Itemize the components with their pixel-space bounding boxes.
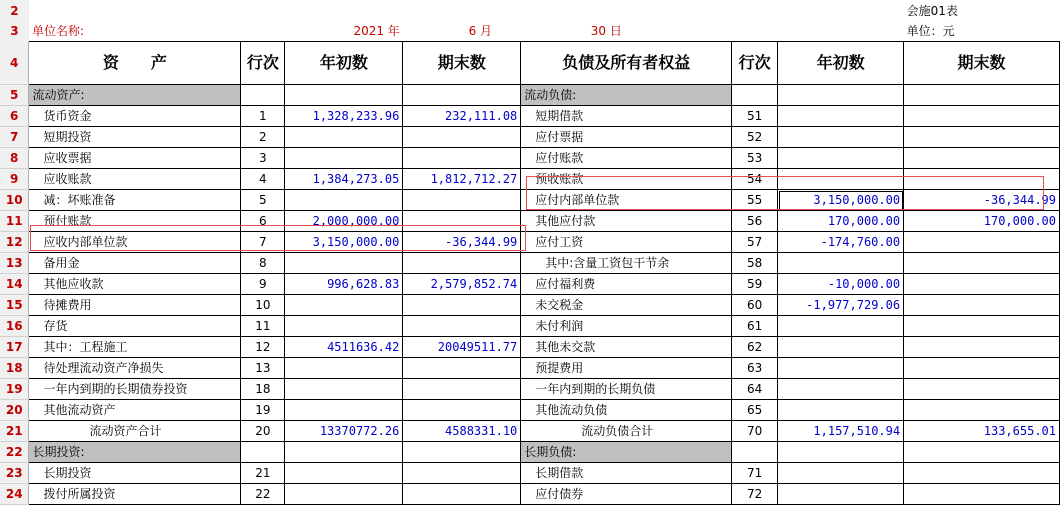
liability-begin[interactable] xyxy=(778,106,904,127)
asset-row-no[interactable]: 18 xyxy=(241,379,285,400)
liability-begin[interactable] xyxy=(778,85,904,106)
asset-row-no[interactable]: 2 xyxy=(241,127,285,148)
col-assets[interactable]: 资 产 xyxy=(29,42,241,85)
year-label[interactable]: 2021 年 xyxy=(353,24,400,38)
row-header[interactable]: 17 xyxy=(0,337,29,358)
liability-begin[interactable] xyxy=(778,484,904,505)
asset-row-no[interactable]: 6 xyxy=(241,211,285,232)
liability-end[interactable] xyxy=(904,148,1060,169)
liability-row-no[interactable] xyxy=(732,85,778,106)
asset-begin[interactable]: 13370772.26 xyxy=(285,421,403,442)
row-header[interactable]: 3 xyxy=(0,21,29,42)
row-header[interactable]: 8 xyxy=(0,148,29,169)
liability-row-no[interactable]: 71 xyxy=(732,463,778,484)
row-header[interactable]: 15 xyxy=(0,295,29,316)
asset-name[interactable]: 预付账款 xyxy=(29,211,241,232)
liability-name[interactable]: 其他流动负债 xyxy=(521,400,732,421)
asset-begin[interactable] xyxy=(285,316,403,337)
liability-name[interactable]: 短期借款 xyxy=(521,106,732,127)
liability-name[interactable]: 应付工资 xyxy=(521,232,732,253)
asset-begin[interactable] xyxy=(285,442,403,463)
table-row xyxy=(0,400,1060,421)
liability-begin[interactable]: -1,977,729.06 xyxy=(778,295,904,316)
liability-row-no[interactable]: 51 xyxy=(732,106,778,127)
liability-row-no[interactable]: 59 xyxy=(732,274,778,295)
table-row xyxy=(0,274,1060,295)
asset-name[interactable]: 流动资产: xyxy=(29,85,241,106)
asset-end[interactable] xyxy=(403,211,521,232)
liability-row-no[interactable]: 60 xyxy=(732,295,778,316)
asset-row-no[interactable]: 12 xyxy=(241,337,285,358)
liability-name[interactable]: 其中:含量工资包干节余 xyxy=(521,253,732,274)
col-row-no[interactable]: 行次 xyxy=(241,42,285,85)
table-row xyxy=(0,211,1060,232)
liability-end[interactable] xyxy=(904,106,1060,127)
table-row xyxy=(0,85,1060,106)
liability-name[interactable]: 一年内到期的长期负债 xyxy=(521,379,732,400)
row-header[interactable]: 13 xyxy=(0,253,29,274)
table-row xyxy=(0,421,1060,442)
liability-row-no[interactable]: 64 xyxy=(732,379,778,400)
asset-begin[interactable] xyxy=(285,400,403,421)
asset-row-no[interactable]: 22 xyxy=(241,484,285,505)
liability-end[interactable] xyxy=(904,442,1060,463)
asset-end[interactable]: 1,812,712.27 xyxy=(403,169,521,190)
row-header[interactable]: 21 xyxy=(0,421,29,442)
row-header[interactable]: 4 xyxy=(0,42,29,85)
liability-name[interactable]: 应付内部单位款 xyxy=(521,190,732,211)
row-header[interactable]: 22 xyxy=(0,442,29,463)
table-row xyxy=(0,232,1060,253)
asset-name[interactable]: 备用金 xyxy=(29,253,241,274)
asset-row-no[interactable]: 13 xyxy=(241,358,285,379)
asset-name[interactable]: 短期投资 xyxy=(29,127,241,148)
asset-begin[interactable] xyxy=(285,253,403,274)
liability-name[interactable]: 长期借款 xyxy=(521,463,732,484)
row-header[interactable]: 12 xyxy=(0,232,29,253)
asset-end[interactable] xyxy=(403,253,521,274)
row-header[interactable]: 14 xyxy=(0,274,29,295)
row-header[interactable]: 9 xyxy=(0,169,29,190)
asset-name[interactable]: 应收账款 xyxy=(29,169,241,190)
asset-name[interactable]: 减：坏账准备 xyxy=(29,190,241,211)
row-header[interactable]: 6 xyxy=(0,106,29,127)
row-header[interactable]: 2 xyxy=(0,0,29,21)
liability-end[interactable] xyxy=(904,379,1060,400)
table-row xyxy=(0,379,1060,400)
asset-name[interactable]: 长期投资: xyxy=(29,442,241,463)
row-header[interactable]: 19 xyxy=(0,379,29,400)
asset-end[interactable]: 232,111.08 xyxy=(403,106,521,127)
liability-end[interactable] xyxy=(904,232,1060,253)
asset-row-no[interactable]: 19 xyxy=(241,400,285,421)
asset-end[interactable] xyxy=(403,127,521,148)
liability-begin[interactable] xyxy=(778,316,904,337)
liability-name[interactable]: 应付债券 xyxy=(521,484,732,505)
table-row xyxy=(0,463,1060,484)
asset-row-no[interactable]: 10 xyxy=(241,295,285,316)
liability-begin[interactable]: 1,157,510.94 xyxy=(778,421,904,442)
asset-name[interactable]: 存货 xyxy=(29,316,241,337)
asset-begin[interactable] xyxy=(285,148,403,169)
row-header[interactable]: 7 xyxy=(0,127,29,148)
liability-begin[interactable]: -174,760.00 xyxy=(778,232,904,253)
row-header[interactable]: 23 xyxy=(0,463,29,484)
liability-name[interactable]: 长期负债: xyxy=(521,442,732,463)
asset-row-no[interactable]: 1 xyxy=(241,106,285,127)
asset-begin[interactable] xyxy=(285,85,403,106)
month-label[interactable]: 6 月 xyxy=(468,24,493,38)
asset-end[interactable]: 4588331.10 xyxy=(403,421,521,442)
liability-row-no[interactable] xyxy=(732,442,778,463)
asset-end[interactable]: 2,579,852.74 xyxy=(403,274,521,295)
table-row xyxy=(0,148,1060,169)
asset-begin[interactable] xyxy=(285,190,403,211)
table-row xyxy=(0,295,1060,316)
liability-end[interactable]: 133,655.01 xyxy=(904,421,1060,442)
liability-row-no[interactable]: 70 xyxy=(732,421,778,442)
liability-begin[interactable] xyxy=(778,148,904,169)
unit-name-label[interactable]: 单位名称: xyxy=(31,24,85,38)
liability-name[interactable]: 流动负债: xyxy=(521,85,732,106)
liability-begin[interactable] xyxy=(778,253,904,274)
liability-name[interactable]: 应付账款 xyxy=(521,148,732,169)
table-row xyxy=(0,358,1060,379)
asset-name[interactable]: 应收内部单位款 xyxy=(29,232,241,253)
asset-end[interactable] xyxy=(403,295,521,316)
asset-end[interactable] xyxy=(403,190,521,211)
liability-end[interactable] xyxy=(904,127,1060,148)
liability-name[interactable]: 应付福利费 xyxy=(521,274,732,295)
asset-begin[interactable]: 1,384,273.05 xyxy=(285,169,403,190)
liability-begin[interactable] xyxy=(778,463,904,484)
liability-name[interactable]: 未付利润 xyxy=(521,316,732,337)
asset-name[interactable]: 其他流动资产 xyxy=(29,400,241,421)
asset-row-no[interactable]: 21 xyxy=(241,463,285,484)
liability-name[interactable]: 流动负债合计 xyxy=(521,421,732,442)
liability-row-no[interactable]: 65 xyxy=(732,400,778,421)
liability-row-no[interactable]: 72 xyxy=(732,484,778,505)
liability-end[interactable] xyxy=(904,463,1060,484)
asset-row-no[interactable]: 9 xyxy=(241,274,285,295)
sheet-row-2 xyxy=(0,0,1060,21)
asset-end[interactable]: 20049511.77 xyxy=(403,337,521,358)
row-header[interactable]: 5 xyxy=(0,85,29,106)
liability-begin[interactable]: -10,000.00 xyxy=(778,274,904,295)
asset-name[interactable]: 其他应收款 xyxy=(29,274,241,295)
liability-name[interactable]: 其他未交款 xyxy=(521,337,732,358)
liability-name[interactable]: 预收账款 xyxy=(521,169,732,190)
asset-name[interactable]: 应收票据 xyxy=(29,148,241,169)
liability-name[interactable]: 未交税金 xyxy=(521,295,732,316)
liability-end[interactable] xyxy=(904,337,1060,358)
liability-end[interactable]: -36,344.99 xyxy=(904,190,1060,211)
col-begin-2[interactable]: 年初数 xyxy=(778,42,904,85)
col-end[interactable]: 期末数 xyxy=(403,42,521,85)
liability-name[interactable]: 其他应付款 xyxy=(521,211,732,232)
liability-begin[interactable] xyxy=(778,127,904,148)
asset-name[interactable]: 长期投资 xyxy=(29,463,241,484)
asset-begin[interactable]: 4511636.42 xyxy=(285,337,403,358)
liability-end[interactable] xyxy=(904,484,1060,505)
asset-begin[interactable]: 1,328,233.96 xyxy=(285,106,403,127)
asset-name[interactable]: 一年内到期的长期债券投资 xyxy=(29,379,241,400)
asset-row-no[interactable]: 4 xyxy=(241,169,285,190)
row-header[interactable]: 24 xyxy=(0,484,29,505)
row-header[interactable]: 18 xyxy=(0,358,29,379)
asset-begin[interactable] xyxy=(285,379,403,400)
table-row xyxy=(0,316,1060,337)
asset-end[interactable] xyxy=(403,316,521,337)
asset-begin[interactable] xyxy=(285,463,403,484)
asset-end[interactable] xyxy=(403,484,521,505)
liability-row-no[interactable]: 56 xyxy=(732,211,778,232)
liability-row-no[interactable]: 57 xyxy=(732,232,778,253)
liability-begin[interactable]: 3,150,000.00 xyxy=(778,190,904,211)
asset-row-no[interactable]: 7 xyxy=(241,232,285,253)
asset-name[interactable]: 其中：工程施工 xyxy=(29,337,241,358)
row-header[interactable]: 11 xyxy=(0,211,29,232)
asset-begin[interactable] xyxy=(285,127,403,148)
asset-name[interactable]: 待摊费用 xyxy=(29,295,241,316)
currency-unit[interactable]: 单位：元 xyxy=(906,24,955,38)
asset-row-no[interactable] xyxy=(241,85,285,106)
asset-name[interactable]: 流动资产合计 xyxy=(29,421,241,442)
liability-row-no[interactable]: 61 xyxy=(732,316,778,337)
column-header-row xyxy=(0,42,1060,85)
asset-end[interactable] xyxy=(403,463,521,484)
asset-row-no[interactable]: 5 xyxy=(241,190,285,211)
liability-end[interactable] xyxy=(904,169,1060,190)
table-row xyxy=(0,442,1060,463)
asset-end[interactable] xyxy=(403,400,521,421)
liability-end[interactable] xyxy=(904,85,1060,106)
liability-end[interactable] xyxy=(904,316,1060,337)
liability-begin[interactable]: 170,000.00 xyxy=(778,211,904,232)
asset-begin[interactable] xyxy=(285,295,403,316)
asset-row-no[interactable] xyxy=(241,442,285,463)
asset-begin[interactable]: 2,000,000.00 xyxy=(285,211,403,232)
sheet-row-3 xyxy=(0,21,1060,42)
asset-begin[interactable]: 3,150,000.00 xyxy=(285,232,403,253)
liability-end[interactable]: 170,000.00 xyxy=(904,211,1060,232)
liability-row-no[interactable]: 54 xyxy=(732,169,778,190)
asset-end[interactable] xyxy=(403,85,521,106)
asset-row-no[interactable]: 3 xyxy=(241,148,285,169)
asset-row-no[interactable]: 8 xyxy=(241,253,285,274)
liability-name[interactable]: 预提费用 xyxy=(521,358,732,379)
liability-begin[interactable] xyxy=(778,358,904,379)
table-row xyxy=(0,337,1060,358)
table-row xyxy=(0,190,1060,211)
asset-end[interactable]: -36,344.99 xyxy=(403,232,521,253)
liability-row-no[interactable]: 52 xyxy=(732,127,778,148)
asset-name[interactable]: 待处理流动资产净损失 xyxy=(29,358,241,379)
table-row xyxy=(0,484,1060,505)
col-liabilities[interactable]: 负债及所有者权益 xyxy=(521,42,732,85)
asset-end[interactable] xyxy=(403,358,521,379)
liability-end[interactable] xyxy=(904,295,1060,316)
liability-row-no[interactable]: 63 xyxy=(732,358,778,379)
liability-end[interactable] xyxy=(904,253,1060,274)
row-header[interactable]: 16 xyxy=(0,316,29,337)
table-row xyxy=(0,127,1060,148)
liability-begin[interactable] xyxy=(778,379,904,400)
form-code[interactable]: 会施01表 xyxy=(906,3,958,18)
liability-row-no[interactable]: 53 xyxy=(732,148,778,169)
col-row-no-2[interactable]: 行次 xyxy=(732,42,778,85)
row-header[interactable]: 10 xyxy=(0,190,29,211)
asset-begin[interactable]: 996,628.83 xyxy=(285,274,403,295)
day-label[interactable]: 30 日 xyxy=(590,24,622,38)
liability-row-no[interactable]: 58 xyxy=(732,253,778,274)
liability-begin[interactable] xyxy=(778,169,904,190)
liability-row-no[interactable]: 55 xyxy=(732,190,778,211)
liability-begin[interactable] xyxy=(778,337,904,358)
liability-row-no[interactable]: 62 xyxy=(732,337,778,358)
asset-end[interactable] xyxy=(403,379,521,400)
asset-end[interactable] xyxy=(403,148,521,169)
row-header[interactable]: 20 xyxy=(0,400,29,421)
asset-begin[interactable] xyxy=(285,484,403,505)
liability-end[interactable] xyxy=(904,358,1060,379)
liability-name[interactable]: 应付票据 xyxy=(521,127,732,148)
liability-end[interactable] xyxy=(904,274,1060,295)
asset-end[interactable] xyxy=(403,442,521,463)
liability-begin[interactable] xyxy=(778,400,904,421)
table-row xyxy=(0,253,1060,274)
asset-row-no[interactable]: 11 xyxy=(241,316,285,337)
asset-begin[interactable] xyxy=(285,358,403,379)
asset-name[interactable]: 货币资金 xyxy=(29,106,241,127)
table-row xyxy=(0,169,1060,190)
asset-row-no[interactable]: 20 xyxy=(241,421,285,442)
asset-name[interactable]: 拨付所属投资 xyxy=(29,484,241,505)
col-begin[interactable]: 年初数 xyxy=(285,42,403,85)
liability-end[interactable] xyxy=(904,400,1060,421)
col-end-2[interactable]: 期末数 xyxy=(904,42,1060,85)
table-row xyxy=(0,106,1060,127)
liability-begin[interactable] xyxy=(778,442,904,463)
